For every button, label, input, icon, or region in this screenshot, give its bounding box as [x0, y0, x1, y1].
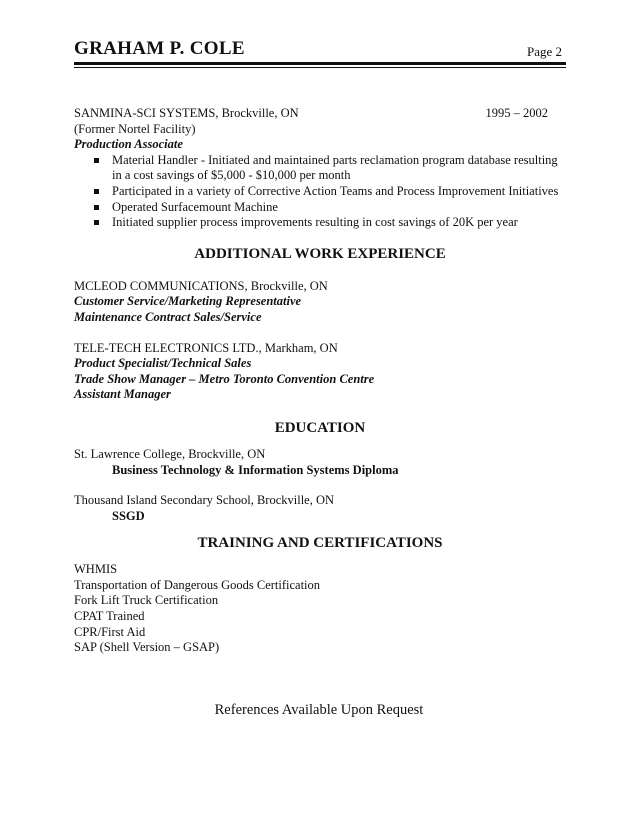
- additional-role: Customer Service/Marketing Representative: [74, 294, 302, 309]
- training-item: CPAT Trained: [74, 609, 145, 624]
- job-note: (Former Nortel Facility): [74, 121, 196, 136]
- job-company: SANMINA-SCI SYSTEMS, Brockville, ON: [74, 106, 299, 120]
- training-item: Fork Lift Truck Certification: [74, 593, 219, 608]
- page-number: Page 2: [526, 44, 562, 59]
- education-entry: [74, 493, 566, 524]
- training-item: WHMIS: [74, 562, 118, 577]
- header-rule-thick: [74, 62, 566, 65]
- candidate-name: GRAHAM P. COLE: [74, 38, 245, 59]
- header-rule-thin: [74, 67, 566, 68]
- job-years: 1995 – 2002: [485, 106, 548, 120]
- additional-entry: [74, 341, 566, 403]
- section-heading-training: TRAINING AND CERTIFICATIONS: [197, 535, 443, 552]
- job-bullets: [74, 153, 566, 231]
- job-bullet: Material Handler - Initiated and maintained parts reclamation program database resulting in a cost savings of $5,000 - $10,000 per month: [74, 153, 566, 184]
- education-entry: [74, 447, 566, 478]
- additional-company: TELE-TECH ELECTRONICS LTD., Markham, ON: [74, 340, 338, 355]
- job-bullet: Participated in a variety of Corrective Action Teams and Process Improvement Initiatives: [74, 184, 566, 200]
- education-school: Thousand Island Secondary School, Brockville, ON: [74, 493, 335, 508]
- resume-body: [74, 106, 566, 656]
- additional-company: MCLEOD COMMUNICATIONS, Brockville, ON: [74, 278, 328, 293]
- additional-entry: [74, 279, 566, 326]
- references-note: References Available Upon Request: [214, 702, 424, 718]
- job-bullet: Initiated supplier process improvements resulting in cost savings of 20K per year: [74, 215, 566, 231]
- page-header: [74, 38, 566, 62]
- education-credential: Business Technology & Information Systems Diploma: [112, 462, 399, 477]
- section-heading-education: EDUCATION: [274, 419, 366, 436]
- additional-role: Maintenance Contract Sales/Service: [74, 309, 262, 324]
- spacer: [74, 326, 566, 341]
- additional-role: Assistant Manager: [74, 387, 171, 402]
- training-list: [74, 562, 566, 656]
- training-item: CPR/First Aid: [74, 624, 146, 639]
- job-company-row: [74, 106, 566, 122]
- job-entry: [74, 106, 566, 231]
- job-bullet: Operated Surfacemount Machine: [74, 200, 566, 216]
- section-heading-additional: ADDITIONAL WORK EXPERIENCE: [194, 245, 446, 262]
- spacer: [74, 478, 566, 493]
- training-item: SAP (Shell Version – GSAP): [74, 640, 220, 655]
- education-credential: SSGD: [112, 508, 145, 523]
- job-title: Production Associate: [74, 137, 183, 152]
- additional-role: Trade Show Manager – Metro Toronto Convention Centre: [74, 371, 375, 386]
- additional-role: Product Specialist/Technical Sales: [74, 356, 252, 371]
- education-school: St. Lawrence College, Brockville, ON: [74, 446, 266, 461]
- training-item: Transportation of Dangerous Goods Certification: [74, 577, 321, 592]
